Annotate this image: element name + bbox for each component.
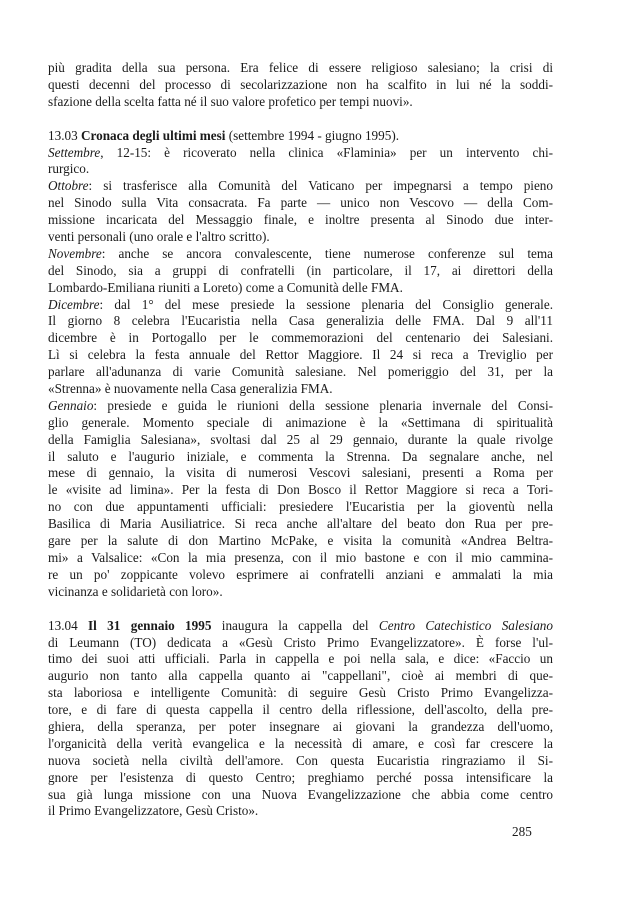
text-line: missione incaricata del Messaggio finale, e inoltre presenta al Sinodo due inter- bbox=[48, 212, 553, 228]
text-line: , 12-15: è ricoverato nella clinica «Flaminia» per un intervento chi- bbox=[100, 144, 553, 160]
text-line: venti personali (uno orale e l'altro scritto). bbox=[48, 229, 270, 245]
month-entry-dicembre bbox=[48, 297, 553, 314]
text-line: questi decenni del processo di secolarizzazione non ha scalfito in lui né la soddi- bbox=[48, 76, 553, 92]
text-line: : presiede e guida le riunioni della sessione plenaria invernale del Consi- bbox=[93, 397, 553, 413]
text-line: Basilica di Maria Ausiliatrice. Si reca anche all'altare del beato don Rua per pre- bbox=[48, 516, 553, 532]
text-line: l'organicità della verità evangelica e la necessità di amare, e così far crescere la bbox=[48, 735, 553, 751]
text-line: di Leumann (TO) dedicata a «Gesù Cristo Primo Evangelizzatore». È forse l'ul- bbox=[48, 634, 553, 650]
text-line: augurio non tanto alla cappella quanto ai "cappellani", cioè ai membri di que- bbox=[48, 668, 553, 684]
text-line: : dal 1° del mese presiede la sessione plenaria del Consiglio generale. bbox=[99, 296, 553, 312]
text-line: il saluto e l'augurio iniziale, e commenta la Strenna. Da segnalare anche, nel bbox=[48, 448, 553, 464]
month-label: Settembre bbox=[48, 144, 101, 160]
text-line: timo dei suoi atti ufficiali. Parla in cappella e poi nella sala, e dice: «Faccio un bbox=[48, 651, 553, 667]
month-label: Gennaio bbox=[48, 397, 94, 413]
intro-paragraph bbox=[48, 60, 553, 111]
text-line: Lì si celebra la festa annuale del Rettor Maggiore. Il 24 si reca a Treviglio per bbox=[48, 347, 553, 363]
text-line: della Famiglia Salesiana», svoltasi dal 25 al 29 gennaio, durante la quale rivolge bbox=[48, 431, 553, 447]
section-period: (settembre 1994 - giugno 1995). bbox=[228, 127, 400, 143]
text-line: rurgico. bbox=[48, 161, 90, 177]
section-bold-lead: Il 31 gennaio 1995 bbox=[88, 617, 212, 633]
text-line: glio generale. Momento speciale di animazione è la «Settimana di spiritualità bbox=[48, 414, 553, 430]
text-line: : si trasferisce alla Comunità del Vaticano per impegnarsi a tempo pieno bbox=[88, 178, 553, 194]
centro-name: Centro Catechistico Salesiano bbox=[378, 617, 553, 633]
text-line: parlare all'adunanza di varie Comunità salesiane. Nel pomeriggio del 31, per la bbox=[48, 364, 553, 380]
text-line: Lombardo-Emiliana riuniti a Loreto) come a Comunità delle FMA. bbox=[48, 279, 403, 295]
text-line: sta laboriosa e intelligente Comunità: di seguire Gesù Cristo Primo Evangelizza- bbox=[48, 685, 553, 701]
text-line: mi» a Valsalice: «Con la mia presenza, con il mio bastone e con il mio cammina- bbox=[48, 549, 553, 565]
text-line: ghiera, della speranza, per poter insegnare ai giovani la grandezza dell'uomo, bbox=[48, 718, 553, 734]
month-label: Ottobre bbox=[48, 178, 89, 194]
section-number: 13.04 bbox=[48, 617, 78, 633]
text-line: nuova società nella civiltà dell'amore. Con questa Eucaristia ringraziamo il Si- bbox=[48, 752, 553, 768]
section-lead-line bbox=[48, 618, 553, 635]
section-13-04 bbox=[48, 618, 553, 821]
text-line: Il giorno 8 celebra l'Eucaristia nella Casa generalizia delle FMA. Dal 9 all'11 bbox=[48, 313, 553, 329]
text-line: le «visite ad limina». Per la festa di Don Bosco il Rettor Maggiore si reca a Tori- bbox=[48, 482, 553, 498]
month-entry-novembre bbox=[48, 246, 553, 263]
month-label: Dicembre bbox=[48, 296, 100, 312]
text-line: mese di gennaio, la visita di numerosi Vescovi salesiani, presenti a Roma per bbox=[48, 465, 553, 481]
text-line: vicinanza e solidarietà con loro». bbox=[48, 583, 223, 599]
text-line: «Strenna» è nuovamente nella Casa generalizia FMA. bbox=[48, 381, 333, 397]
text-line: nel Sinodo sulla Vita consacrata. Fa parte — unico non Vescovo — della Com- bbox=[48, 195, 553, 211]
text-line: gnore per l'esistenza di questo Centro; preghiamo perché possa intensificare la bbox=[48, 769, 553, 785]
section-number: 13.03 bbox=[48, 127, 78, 143]
text-line: re un po' zoppicante volevo esprimere ai confratelli anziani e ammalati la mia bbox=[48, 566, 553, 582]
section-13-03 bbox=[48, 128, 553, 601]
page-number: 285 bbox=[512, 824, 532, 839]
page-body bbox=[48, 60, 553, 820]
section-title: Cronaca degli ultimi mesi bbox=[80, 127, 226, 143]
text-line: del Sinodo, sia a gruppi di confratelli (in particolare, il 17, ai direttori della bbox=[48, 262, 553, 278]
text-line: gare per la salute di don Martino McPake, e visita la comunità «Andrea Beltra- bbox=[48, 533, 553, 549]
month-entry-gennaio bbox=[48, 398, 553, 415]
text-line: più gradita della sua persona. Era felice di essere religioso salesiano; la crisi di bbox=[48, 60, 553, 75]
text-line: : anche se ancora convalescente, tiene numerose conferenze sul tema bbox=[101, 245, 553, 261]
text-line: tore, e di fare di questa cappella il centro della riflessione, dell'ascolto, della pre- bbox=[48, 702, 553, 718]
text-line: sfazione della scelta fatta né il suo valore profetico per tempi nuovi». bbox=[48, 93, 413, 109]
text-line: dicembre è in Portogallo per le commemorazioni del centenario dei Salesiani. bbox=[48, 330, 553, 346]
month-entry-ottobre bbox=[48, 178, 553, 195]
month-label: Novembre bbox=[48, 245, 102, 261]
month-entry-settembre bbox=[48, 145, 553, 162]
text-fragment: inaugura la cappella del bbox=[211, 617, 379, 633]
section-heading bbox=[48, 128, 553, 145]
text-line: sua già lunga missione con una Nuova Evangelizzazione che abbia come centro bbox=[48, 786, 553, 802]
text-line: no con due appuntamenti ufficiali: presiedere l'Eucaristia per la gioventù nella bbox=[48, 499, 553, 515]
text-line: il Primo Evangelizzatore, Gesù Cristo». bbox=[48, 803, 259, 819]
